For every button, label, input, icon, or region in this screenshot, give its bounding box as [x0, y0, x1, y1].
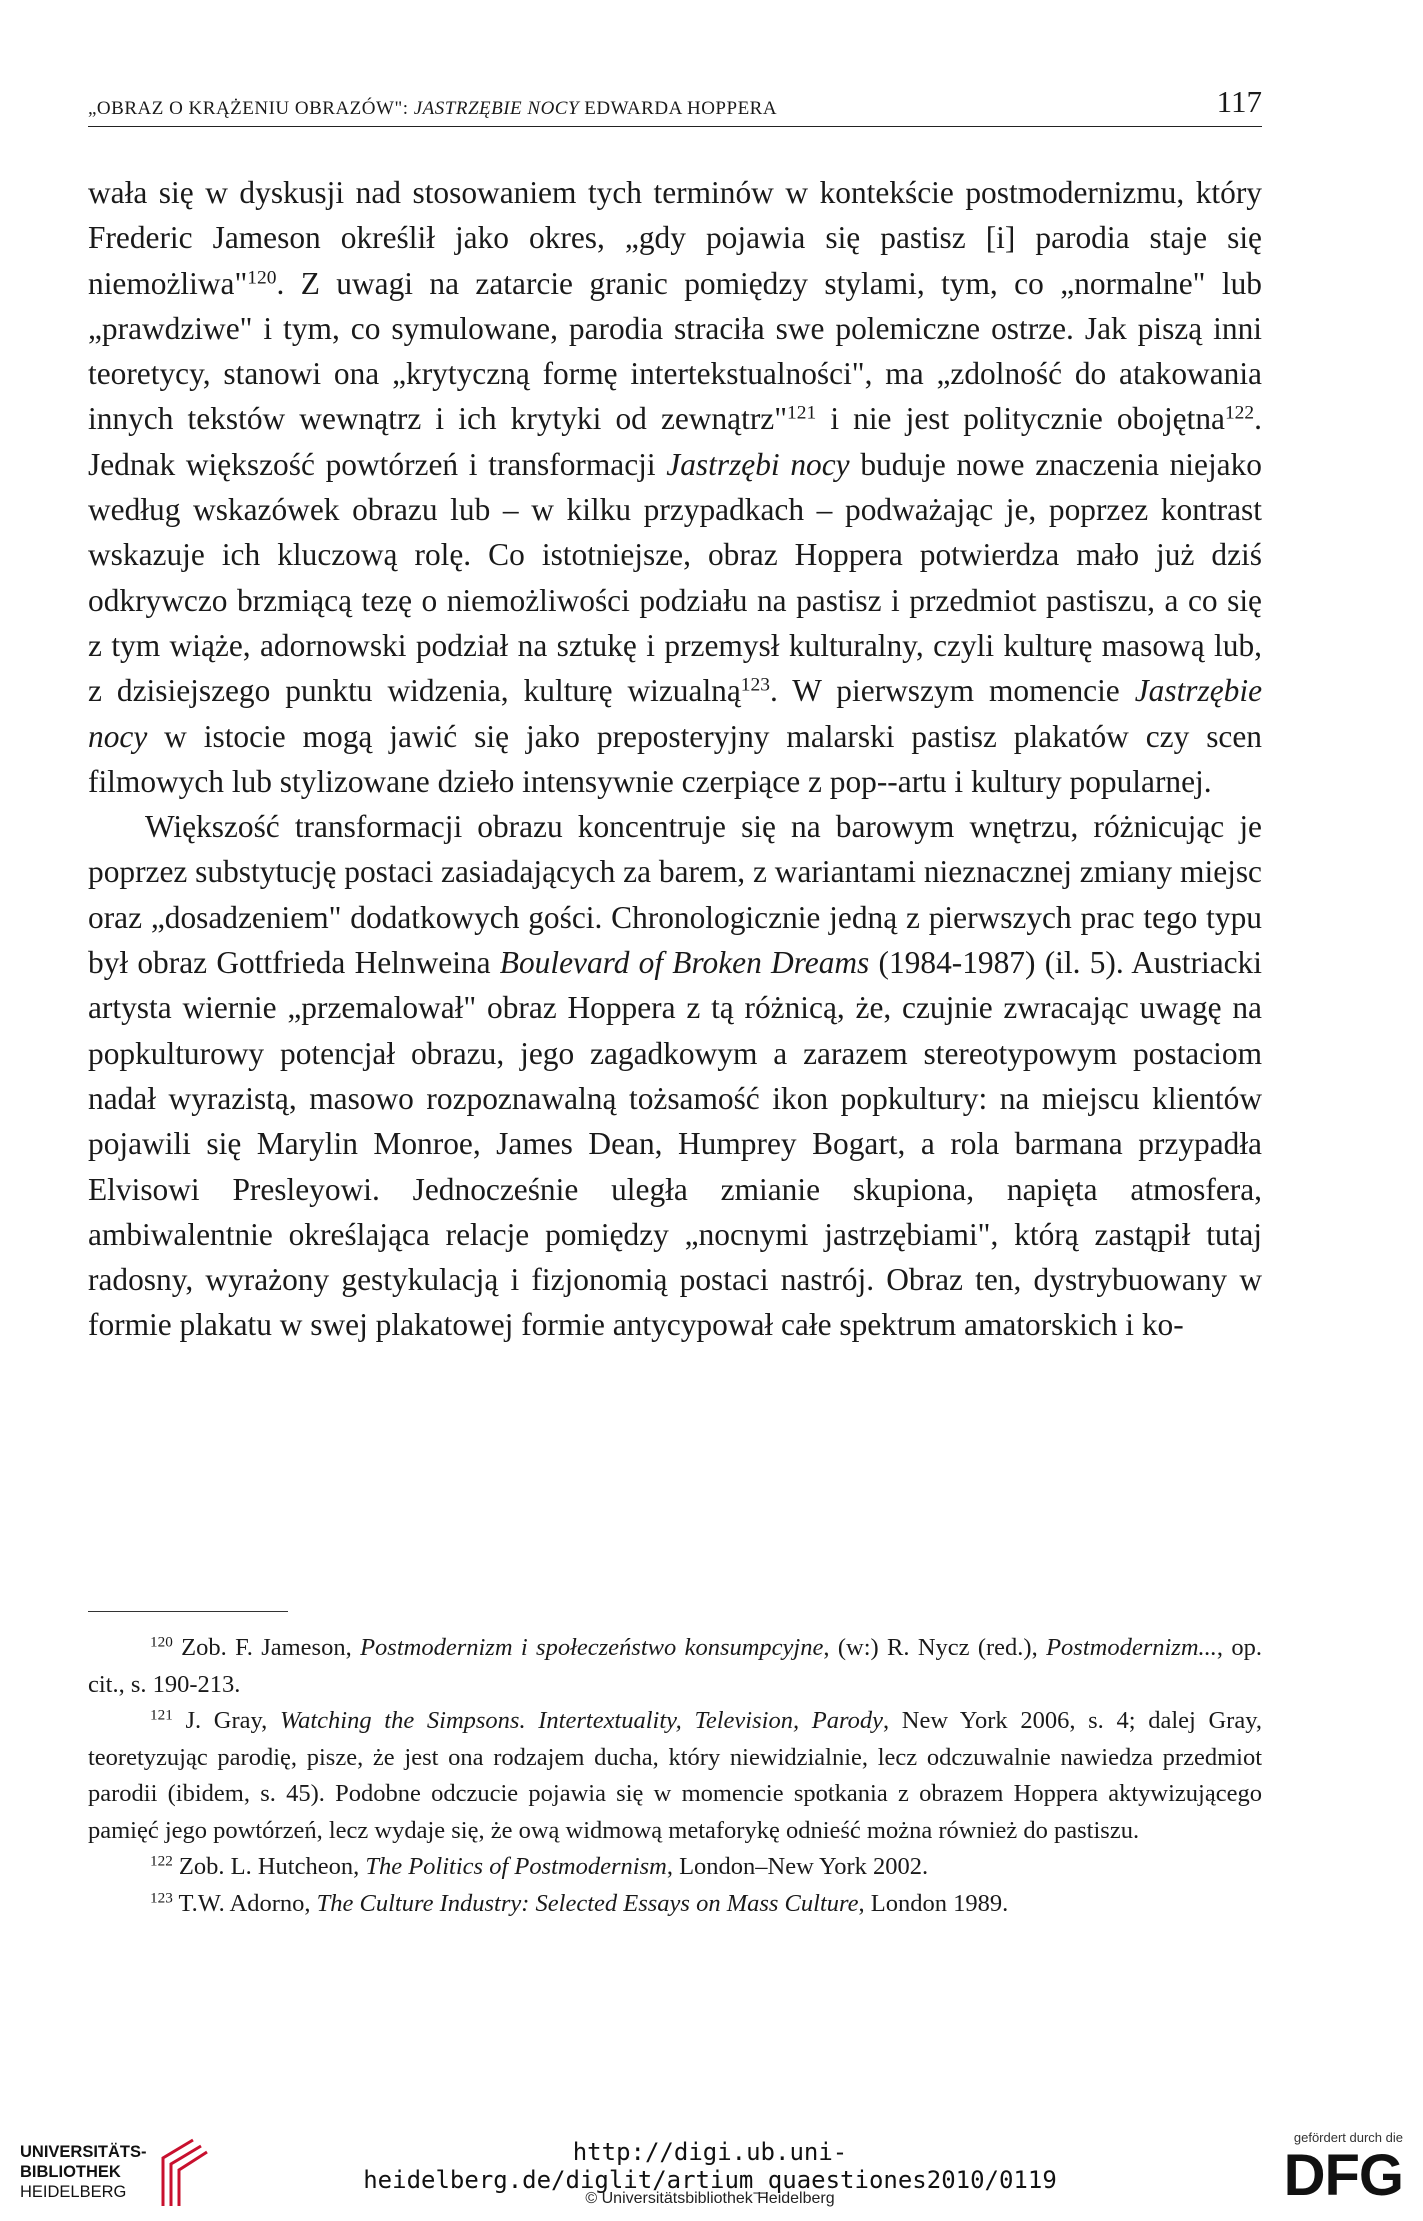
dfg-logo: DFG — [1283, 2143, 1403, 2208]
text-run: , op. cit., s. 190-213. — [88, 1634, 1263, 1698]
text-run: i nie jest politycznie obojętna — [816, 401, 1225, 437]
text-run: . W pierwszym momencie — [769, 673, 1135, 709]
footnote-ref-122[interactable]: 122 — [1224, 402, 1255, 424]
footnote-ref-121[interactable]: 121 — [787, 402, 817, 424]
running-header — [88, 84, 1262, 127]
text-run: T.W. Adorno, — [172, 1889, 317, 1917]
library-emblem-icon — [153, 2136, 209, 2208]
italic-title: Boulevard of Broken Dreams — [499, 945, 870, 981]
text-run: buduje nowe znaczenia niejako według wskazówek obrazu lub – w kilku przypadkach – podważając je, poprzez kontrast wskazuje ich kluczową rolę. Co istotniejsze, obraz Hoppera potwierdza mało już dziś odkrywczo brzmiącą tezę o niemożliwości podziału na pastisz i przedmiot pastiszu, a co się z tym wiąże, adornowski podział na sztukę i przemysł kulturalny, czyli kulturę masową lub, z dzisiejszego punktu widzenia, kulturę wizualną — [88, 446, 1263, 709]
footnote-number: 120 — [150, 1633, 173, 1651]
page-number: 117 — [1216, 84, 1262, 119]
library-name-line: HEIDELBERG — [20, 2183, 127, 2201]
text-run: J. Gray, — [172, 1707, 280, 1734]
main-text — [88, 170, 1262, 1348]
text-run: Zob. F. Jameson, — [172, 1634, 361, 1661]
source-url[interactable]: http://digi.ub.uni-heidelberg.de/diglit/artium_quaestiones2010/0119 — [363, 2138, 1057, 2194]
footnote-ref-120[interactable]: 120 — [247, 266, 277, 288]
footnotes — [88, 1630, 1262, 1922]
italic-title: The Politics of Postmodernism — [365, 1853, 667, 1880]
footnote-121 — [88, 1703, 1262, 1849]
library-logo[interactable] — [20, 2136, 209, 2208]
text-run: , (w:) R. Nycz (red.), — [823, 1634, 1047, 1661]
text-run: wała się w dyskusji nad stosowaniem tych terminów w kontekście postmodernizmu, który Frederic Jameson określił jako okres, „gdy pojawia się pastisz [i] parodia staje się niemożliwa" — [88, 175, 1262, 301]
dfg-funding[interactable] — [1263, 2130, 1403, 2208]
footnote-number: 122 — [150, 1852, 173, 1870]
footnote-number: 123 — [150, 1889, 173, 1907]
footnote-separator — [88, 1611, 288, 1612]
running-title-suffix: EDWARDA HOPPERA — [579, 98, 778, 119]
italic-title: Postmodernizm i społeczeństwo konsumpcyjne — [360, 1634, 824, 1661]
text-run: . Z uwagi na zatarcie granic pomiędzy stylami, tym, co „normalne" lub „prawdziwe" i tym, co symulowane, parodia straciła swe polemiczne ostrze. Jak piszą inni teoretycy, stanowi ona „krytyczną formę intertekstualności", ma „zdolność do atakowania innych tekstów wewnątrz i ich krytyki od zewnątrz" — [88, 265, 1262, 437]
paragraph-1 — [88, 170, 1262, 804]
library-name — [20, 2142, 147, 2202]
funded-by-label: gefördert durch die — [1293, 2130, 1403, 2145]
text-run: , London 1989. — [858, 1889, 1009, 1917]
footnote-120 — [88, 1630, 1262, 1703]
footnote-number: 121 — [150, 1706, 173, 1724]
text-run: Większość transformacji obrazu koncentruje się na barowym wnętrzu, różnicując je poprzez substytucję postaci zasiadających za barem, z wariantami nieznacznej zmiany miejsc oraz „dosadzeniem" dodatkowych gości. Chronologicznie jedną z pierwszych prac tego typu był obraz Gottfrieda Helnweina — [88, 809, 1262, 981]
footnote-ref-123[interactable]: 123 — [740, 674, 770, 696]
text-run: (1984-1987) (il. 5). Austriacki artysta wiernie „przemalował" obraz Hoppera z tą różnicą, że, czujnie zwracając uwagę na popkulturowy potencjał obrazu, jego zagadkowym a zarazem stereotypowym postaciom nadał wyrazistą, masowo rozpoznawalną tożsamość ikon popkultury: na miejscu klientów pojawili się Marylin Monroe, James Dean, Humprey Bogart, a rola barmana przypadła Elvisowi Presleyowi. Jednocześnie uległa zmianie skupiona, napięta atmosfera, ambiwalentnie określająca relacje pomiędzy „nocnymi jastrzębiami", którą zastąpił tutaj radosny, wyrażony gestykulacją i fizjonomią postaci nastrój. Obraz ten, dystrybuowany w formie plakatu w swej plakatowej formie antycypował całe spektrum amatorskich i ko- — [88, 945, 1262, 1343]
italic-title: The Culture Industry: Selected Essays on Mass Culture — [316, 1889, 859, 1917]
digitization-footer — [0, 2118, 1423, 2221]
library-name-line: UNIVERSITÄTS- — [20, 2143, 147, 2161]
italic-title: Jastrzębi nocy — [666, 446, 850, 482]
running-title-italic: JASTRZĘBIE NOCY — [413, 98, 580, 119]
text-run: . Jednak większość powtórzeń i transformacji — [88, 401, 1262, 482]
italic-title: Postmodernizm... — [1046, 1634, 1217, 1661]
text-run: Zob. L. Hutcheon, — [172, 1853, 366, 1880]
footnote-122 — [88, 1849, 1262, 1886]
running-title-prefix: „OBRAZ O KRĄŻENIU OBRAZÓW": — [88, 98, 414, 119]
footnote-123 — [88, 1886, 1262, 1923]
running-title — [88, 98, 777, 120]
library-name-line: BIBLIOTHEK — [20, 2163, 121, 2181]
paragraph-2 — [88, 804, 1262, 1348]
copyright-notice: © Universitätsbibliothek Heidelberg — [585, 2190, 835, 2207]
text-run: , New York 2006, s. 4; dalej Gray, teoretyzując parodię, pisze, że jest ona rodzajem ducha, który niewidzialnie, lecz odczuwalnie nawiedza przedmiot parodii (ibidem, s. 45). Podobne odczucie pojawia się w momencie spotkania z obrazem Hoppera aktywizującego pamięć jego powtórzeń, lecz wydaje się, że ową widmową metaforykę odnieść można również do pastiszu. — [88, 1707, 1262, 1844]
italic-title: Watching the Simpsons. Intertextuality, Television, Parody — [279, 1707, 883, 1734]
italic-title: Jastrzębie nocy — [88, 673, 1262, 754]
text-run: w istocie mogą jawić się jako preposteryjny malarski pastisz plakatów czy scen filmowych lub stylizowane dzieło intensywnie czerpiące z pop--artu i kultury popularnej. — [88, 718, 1262, 799]
text-run: , London–New York 2002. — [666, 1853, 929, 1880]
